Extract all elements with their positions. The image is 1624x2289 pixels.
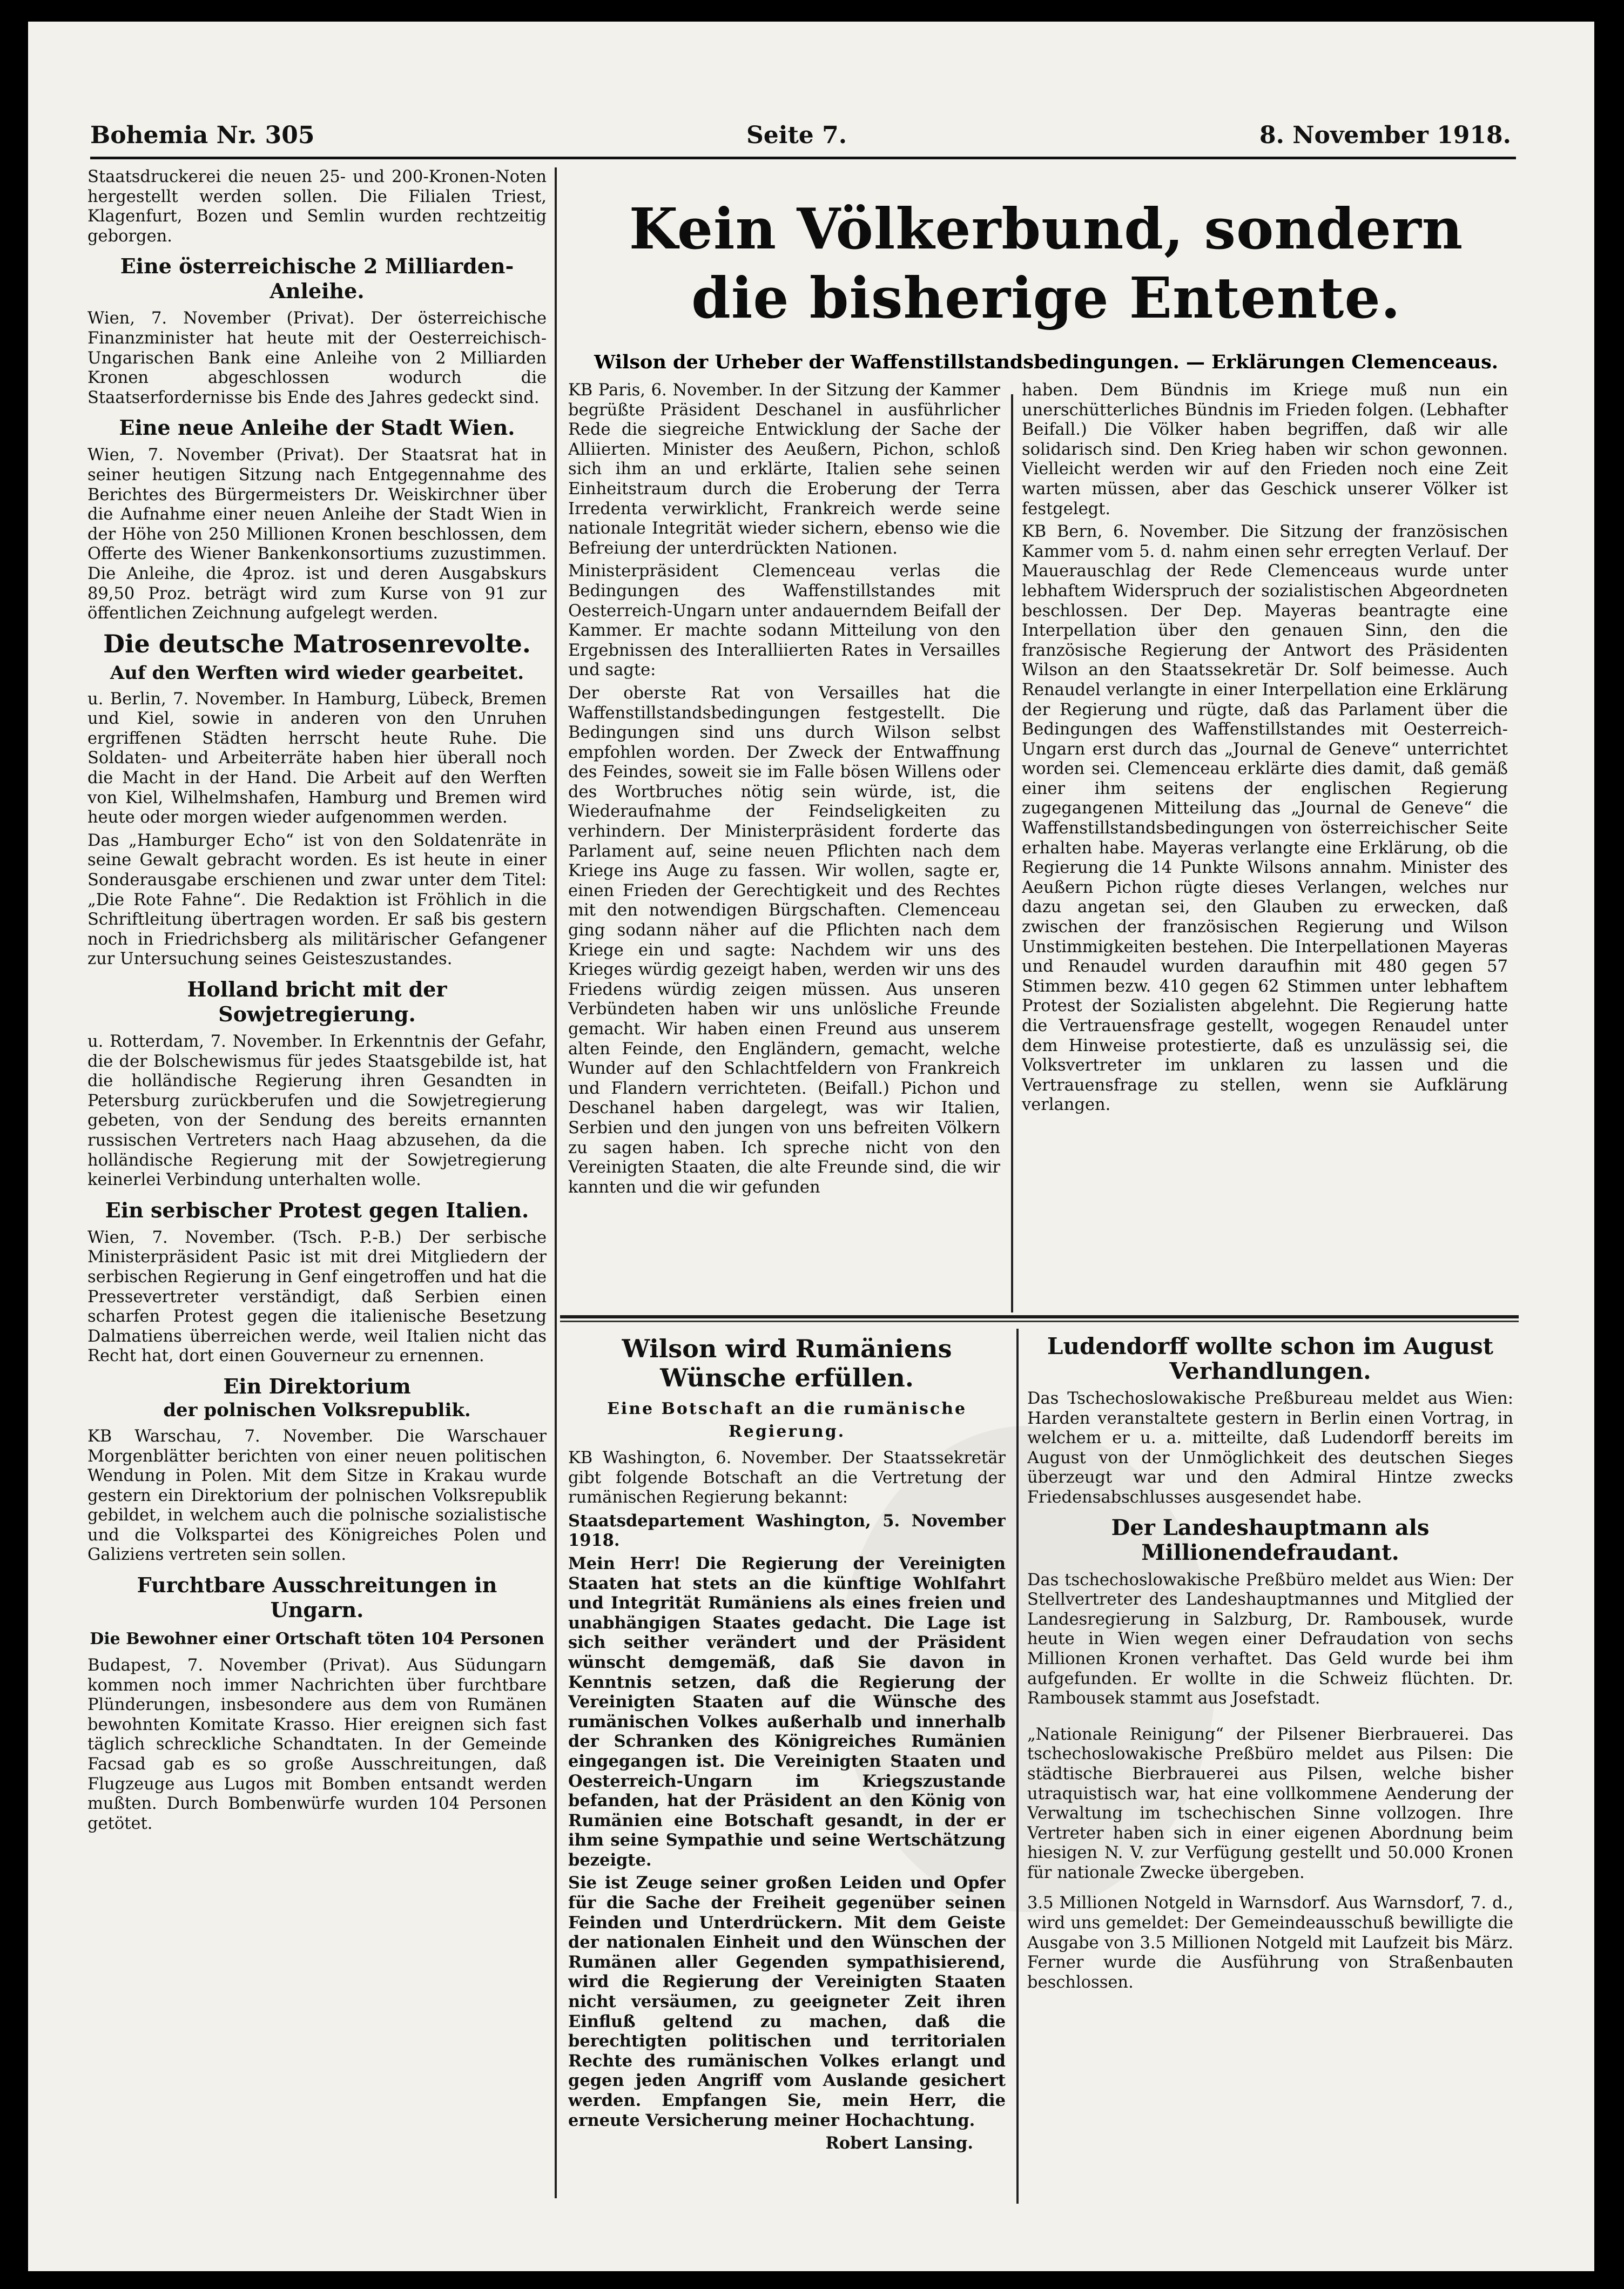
section-rule-main: [560, 1315, 1519, 1318]
article-title-2-milliarden: Eine österreichische 2 Milliarden-Anleihe.: [120, 254, 514, 304]
article-title-ungarn: Furchtbare Ausschreitungen in Ungarn.: [137, 1573, 497, 1623]
article-text-pilsen: „Nationale Reinigung“ der Pilsener Bierbrauerei. Das tschechoslowakische Preßbüro meldet aus Pilsen: Die städtische Bierbrauerei aus Pilsen, welche bisher utraquistisch war, hat eine vollkommene Aenderung der Verwaltung im tschechischen Sinne vollzogen. Ihre Vertreter haben sich in einer eigenen Abordnung beim hiesigen N. V. zur Verfügung gestellt und 50.000 Kronen für nationale Zwecke übergeben.: [1027, 1725, 1513, 1882]
column-divider-3: [1016, 1329, 1019, 2204]
issue-date: 8. November 1918.: [1259, 122, 1511, 149]
wilson-signature: Robert Lansing.: [825, 2133, 973, 2153]
article-text-direktorium: KB Warschau, 7. November. Die Warschauer Morgenblätter berichten von einer neuen politischen Wendung in Polen. Mit dem Sitze in Krakau wurde gestern ein Direktorium der polnischen Volksrepublik gebildet, in welchem auch die polnische sozialistische und die Volkspartei des Königreiches Polen und Galiziens vertreten sein sollen.: [87, 1426, 547, 1565]
article-text-warnsdorf: 3.5 Millionen Notgeld in Warnsdorf. Aus Warnsdorf, 7. d., wird uns gemeldet: Der Gemeindeausschuß bewilligte die Ausgabe von 3.5 Millionen Notgeld mit Laufzeit bis März. Ferner wurde die Ausführung von Straßenbauten beschlossen.: [1027, 1894, 1513, 1992]
article-text-2-milliarden: Wien, 7. November (Privat). Der österreichische Finanzminister hat heute mit der Oesterreichisch-Ungarischen Bank eine Anleihe von 2 Milliarden Kronen abgeschlossen wodurch die Staatserfordernisse bis Ende des Jahres gedeckt sind.: [87, 309, 547, 407]
article-title-direktorium: Ein Direktorium: [223, 1374, 411, 1398]
main-article-buendnis: haben. Dem Bündnis im Kriege muß nun ein unerschütterliches Bündnis im Frieden folgen. (Lebhafter Beifall.) Die Völker haben begriffen, daß wir alle solidarisch sind. Den Krieg haben wir schon gewonnen. Vielleicht werden wir auf den Frieden noch eine Zeit warten müssen, aber das Geschick unserer Völker ist festgelegt.: [1022, 381, 1508, 519]
article-title-matrosenrevolte: Die deutsche Matrosenrevolte.: [103, 629, 531, 658]
section-rule-main-thin: [560, 1321, 1519, 1322]
article-text-matrosenrevolte-1: u. Berlin, 7. November. In Hamburg, Lübeck, Bremen und Kiel, sowie in anderen von den Unruhen ergriffenen Städten herrscht heute Ruhe. Die Soldaten- und Arbeiterräte haben hier überall noch die Macht in der Hand. Die Arbeit auf den Werften von Kiel, Wilhelmshafen, Hamburg und Bremen wird heute oder morgen wieder aufgenommen werden.: [87, 689, 547, 827]
article-text-anleihe-wien: Wien, 7. November (Privat). Der Staatsrat hat in seiner heutigen Sitzung nach Entgegennahme des Berichtes des Bürgermeisters Dr. Weiskirchner über die Aufnahme einer neuen Anleihe der Stadt Wien in der Höhe von 250 Millionen Kronen beschlossen, dem Offerte des Wiener Bankenkonsortiums zuzustimmen. Die Anleihe, die 4proz. ist und deren Ausgabskurs 89,50 Proz. beträgt wird zum Kurse von 91 zur öffentlichen Zeichnung aufgelegt werden.: [87, 446, 547, 623]
article-title-anleihe-wien: Eine neue Anleihe der Stadt Wien.: [119, 415, 515, 440]
main-article-column-right: [1022, 381, 1508, 1304]
article-title-serbischer-protest: Ein serbischer Protest gegen Italien.: [105, 1197, 529, 1222]
article-subtitle-ungarn: Die Bewohner einer Ortschaft töten 104 Personen: [90, 1630, 544, 1649]
column-divider-1: [555, 167, 557, 2198]
article-text-matrosenrevolte-2: Das „Hamburger Echo“ ist von den Soldatenräte in seine Gewalt gebracht worden. Es ist heute in einer Sonderausgabe erschienen und zwar unter dem Titel: „Die Rote Fahne“. Die Redaktion ist Fröhlich in die Schriftleitung übertragen worden. Er saß bis gestern noch in Friedrichsberg als militärischer Gefangener zur Untersuchung seines Geisteszustandes.: [87, 831, 547, 969]
wilson-article: [568, 1334, 1006, 2198]
wilson-text-dateline: Staatsdepartement Washington, 5. November 1918.: [568, 1511, 1006, 1551]
article-text-landeshauptmann: Das tschechoslowakische Preßbüro meldet aus Wien: Der Stellvertreter des Landeshauptmannes und Mitglied der Landesregierung in Salzburg, Dr. Rambousek, wurde heute in Wien wegen einer Defraudation von sechs Millionen Kronen verhaftet. Das Geld wurde bei ihm aufgefunden. Er wollte in die Schweiz flüchten. Dr. Rambousek stammt aus Josefstadt.: [1027, 1570, 1513, 1708]
main-article-paris: KB Paris, 6. November. In der Sitzung der Kammer begrüßte Präsident Deschanel in ausführlicher Rede die siegreiche Entwicklung der Sache der Alliierten. Minister des Aeußern, Pichon, schloß sich ihm an und erklärte, Italien sehe seinen Einheitstraum durch die Eroberung der Terra Irredenta verwirklicht, Frankreich werde seine nationale Integrität wieder sichern, ebenso wie die Befreiung der unterdrückten Nationen.: [568, 381, 1000, 558]
main-article-versailles: Der oberste Rat von Versailles hat die Waffenstillstandsbedingungen festgestellt. Die Bedingungen sind uns durch Wilson selbst empfohlen worden. Der Zweck der Entwaffnung des Feindes, soweit sie im Falle bösen Willens oder des Wortbruches nötig sein würde, ist, die Wiederaufnahme der Feindseligkeiten zu verhindern. Der Ministerpräsident forderte das Parlament auf, seine neuen Pflichten nach dem Kriege ins Auge zu fassen. Wir wollen, sagte er, einen Frieden der Gerechtigkeit und des Rechtes mit den notwendigen Bürgschaften. Clemenceau ging sodann näher auf die Pflichten nach dem Kriege ein und sagte: Nachdem wir uns des Krieges würdig gezeigt haben, werden wir uns des Friedens würdig zeigen müssen. Aus unseren Verbündeten haben wir uns unlösliche Freunde gemacht. Wir haben einen Freund aus unserem alten Feinde, den Engländern, gemacht, welche Wunder auf den Schlachtfeldern von Frankreich und Flandern verrichteten. (Beifall.) Pichon und Deschanel haben dargelegt, was wir Italien, Serbien und den jungen von uns befreiten Völkern zu sagen haben. Ich spreche nicht von den Vereinigten Staaten, die alte Freunde sind, die wir kannten und die wir gefunden: [568, 683, 1000, 1197]
masthead-issue: Bohemia Nr. 305: [90, 122, 315, 149]
newspaper-page: [28, 22, 1594, 2271]
article-text-ungarn: Budapest, 7. November (Privat). Aus Südungarn kommen noch immer Nachrichten über furchtbare Plünderungen, insbesondere aus dem von Rumänen bewohnten Komitate Krasso. Hier ereignen sich fast täglich schreckliche Schandtaten. In der Gemeinde Facsad gab es so große Ausschreitungen, daß Flugzeuge aus Lugos mit Bomben entsandt werden mußten. Durch Bombenwürfe wurden 104 Personen getötet.: [87, 1656, 547, 1833]
article-text-ludendorff: Das Tschechoslowakische Preßbureau meldet aus Wien: Harden veranstaltete gestern in Berlin einen Vortrag, in welchem er u. a. mitteilte, daß Ludendorff bereits im August von der Unmöglichkeit des deutschen Sieges überzeugt war und den Admiral Hintze zwecks Friedensabschlusses ausgesendet habe.: [1027, 1389, 1513, 1507]
article-text-serbischer-protest: Wien, 7. November. (Tsch. P.-B.) Der serbische Ministerpräsident Pasic ist mit drei Mitgliedern der serbischen Regierung in Genf eingetroffen und hat die Pressevertreter verständigt, daß Serbien einen scharfen Protest gegen die italienische Besetzung Dalmatiens überreichen werde, weil Italien nicht das Recht hat, dort einen Gouverneur zu ernennen.: [87, 1228, 547, 1366]
page-number: Seite 7.: [746, 122, 847, 149]
header-rule: [90, 157, 1516, 159]
article-title-landeshauptmann: Der Landeshauptmann als Millionendefraudant.: [1111, 1514, 1430, 1565]
wilson-text-intro: KB Washington, 6. November. Der Staatssekretär gibt folgende Botschaft an die Vertretung der rumänischen Regierung bekannt:: [568, 1449, 1006, 1507]
main-article-column-left: [568, 381, 1000, 1304]
wilson-text-letter-2: Sie ist Zeuge seiner großen Leiden und Opfer für die Sache der Freiheit gegenüber seinen Feinden und Unterdrückern. Mit dem Geiste der nationalen Einheit und den Wünschen der Rumänen aller Gegenden sympathisierend, wird die Regierung der Vereinigten Staaten nicht versäumen, zu geeigneter Zeit ihren Einfluß geltend zu machen, daß die berechtigten politischen und territorialen Rechte des rumänischen Volkes erlangt und gegen jeden Angriff vom Auslande gesichert werden. Empfangen Sie, mein Herr, die erneute Versicherung meiner Hochachtung.: [568, 1873, 1006, 2130]
article-subtitle-matrosenrevolte: Auf den Werften wird wieder gearbeitet.: [110, 662, 524, 684]
column-divider-2: [1011, 394, 1013, 1312]
intro-text: Staatsdruckerei die neuen 25- und 200-Kronen-Noten hergestellt werden sollen. Die Filialen Triest, Klagenfurt, Bozen und Semlin wurden rechtzeitig geborgen.: [87, 167, 547, 246]
article-title-wilson: Wilson wird Rumäniens Wünsche erfüllen.: [622, 1334, 952, 1392]
column-1: [87, 167, 547, 2177]
wilson-text-letter-1: Mein Herr! Die Regierung der Vereinigten Staaten hat stets an die künftige Wohlfahrt und Integrität Rumäniens als eines freien und unabhängigen Staates gedacht. Die Lage ist sich seither verändert und der Präsident wünscht demgemäß, daß Sie davon in Kenntnis setzen, daß die Regierung der Vereinigten Staaten auf die Wünsche des rumänischen Volkes außerhalb und innerhalb der Schranken des Königreiches Rumänien eingegangen ist. Die Vereinigten Staaten und Oesterreich-Ungarn im Kriegszustande befanden, hat der Präsident an den König von Rumänien eine Botschaft gesandt, in der er ihm seine Sympathie und seine Wertschätzung bezeigte.: [568, 1553, 1006, 1870]
main-headline: Kein Völkerbund, sondern die bisherige Entente.: [629, 196, 1464, 331]
article-title-holland: Holland bricht mit der Sowjetregierung.: [187, 977, 447, 1026]
article-subtitle-direktorium: der polnischen Volksrepublik.: [163, 1399, 471, 1421]
article-title-ludendorff: Ludendorff wollte schon im August Verhandlungen.: [1047, 1334, 1494, 1384]
main-article-bern: KB Bern, 6. November. Die Sitzung der französischen Kammer vom 5. d. nahm einen sehr erregten Verlauf. Der Mauerauschlag der Rede Clemenceaus wurde unter lebhaftem Widerspruch der sozialistischen Abgeordneten beschlossen. Der Dep. Mayeras beantragte eine Interpellation über den genauen Sinn, den die französische Regierung der Antwort des Präsidenten Wilson an den Staatssekretär Dr. Solf beimesse. Auch Renaudel verlangte in einer Interpellation eine Erklärung der Regierung und rügte, daß das Parlament über die Bedingungen des Waffenstillstandes mit Oesterreich-Ungarn erst durch das „Journal de Geneve“ unterrichtet worden sei. Clemenceau erklärte dies damit, daß gemäß einer ihm seitens der englischen Regierung zugegangenen Mitteilung das „Journal de Geneve“ die Waffenstillstandsbedingungen von österreichischer Seite erhalten habe. Mayeras verlangte eine Erklärung, ob die Regierung die 14 Punkte Wilsons annahm. Minister des Aeußern Pichon rügte dieses Verlangen, welches nur dazu angetan sei, den Glauben zu erwecken, daß zwischen der französischen Regierung und Wilson Unstimmigkeiten bestehen. Die Interpellationen Mayeras und Renaudel wurden daraufhin mit 480 gegen 57 Stimmen bezw. 410 gegen 62 Stimmen unter lebhaftem Protest der Sozialisten abgelehnt. Die Regierung hatte die Vertrauensfrage gestellt, wogegen Renaudel unter dem Hinweise protestierte, daß es unzulässig sei, die Volksvertreter im unklaren zu lassen und die Vertrauensfrage zu stellen, wenn sie Aufklärung verlangen.: [1022, 522, 1508, 1115]
article-text-holland: u. Rotterdam, 7. November. In Erkenntnis der Gefahr, die der Bolschewismus für jedes Staatsgebilde ist, hat die holländische Regierung ihren Gesandten in Petersburg zurückberufen und die Sowjetregierung gebeten, von der Sendung des bereits ernannten russischen Vertreters nach Haag abzusehen, da die holländische Regierung mit der Sowjetregierung keinerlei Verbindung unterhalten wolle.: [87, 1032, 547, 1190]
column-4: [1027, 1334, 1513, 2198]
article-subtitle-wilson: Eine Botschaft an die rumänische Regierung.: [607, 1399, 967, 1441]
main-article-clemenceau: Ministerpräsident Clemenceau verlas die Bedingungen des Waffenstillstandes mit Oesterreich-Ungarn unter andauerndem Beifall der Kammer. Er machte sodann Mitteilung von den Ergebnissen des Interalliierten Rates in Versailles und sagte:: [568, 562, 1000, 680]
main-subheadline: Wilson der Urheber der Waffenstillstandsbedingungen. — Erklärungen Clemenceaus.: [594, 351, 1498, 373]
